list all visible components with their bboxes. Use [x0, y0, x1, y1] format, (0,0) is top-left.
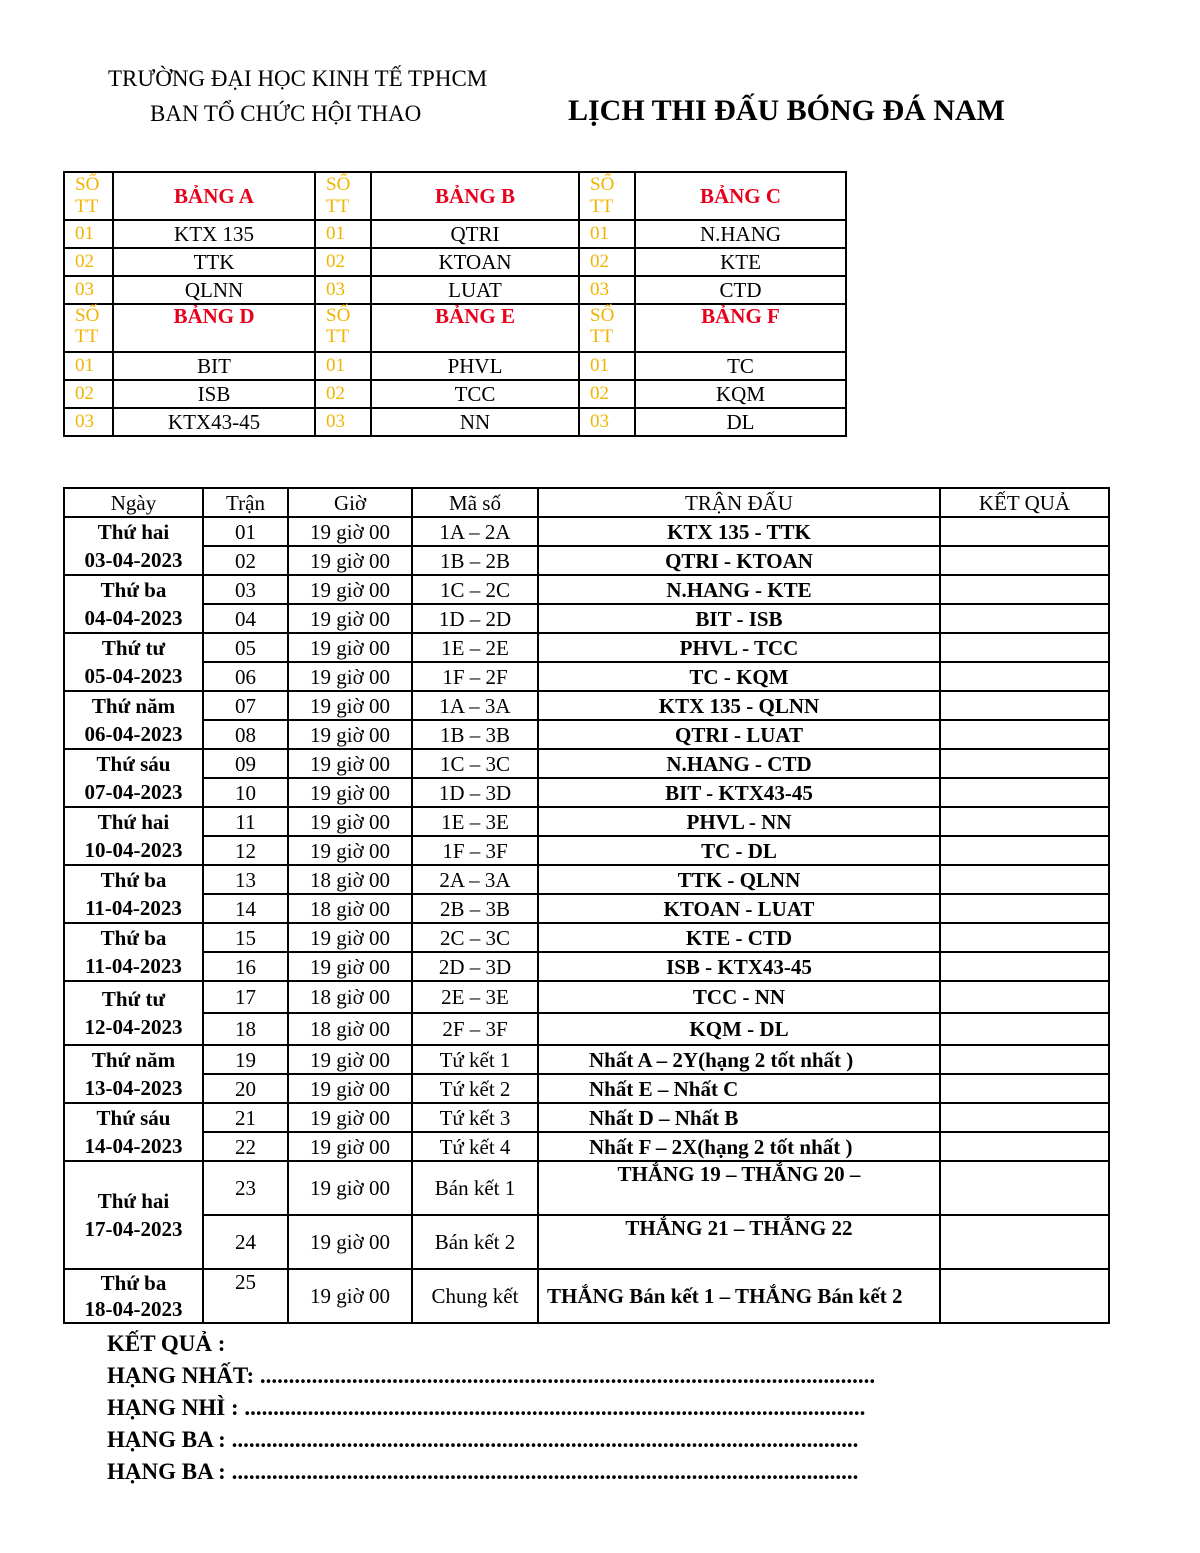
- match-code: Bán kết 2: [412, 1215, 538, 1269]
- group-team-row: [64, 352, 846, 380]
- match-result: [940, 1074, 1109, 1103]
- match-teams: ISB - KTX43-45: [538, 952, 940, 981]
- school-name: TRƯỜNG ĐẠI HỌC KINH TẾ TPHCM: [108, 66, 488, 91]
- group-team-row: [64, 220, 846, 248]
- team-number: 03: [315, 276, 371, 304]
- day-name: Thứ ba: [100, 926, 167, 950]
- column-header: Giờ: [288, 488, 412, 517]
- match-result: [940, 1045, 1109, 1074]
- table-row: [64, 1013, 1109, 1045]
- match-time: 19 giờ 00: [288, 546, 412, 575]
- results-section: [107, 1328, 1007, 1488]
- column-header: Ngày: [64, 488, 203, 517]
- column-header: TRẬN ĐẤU: [538, 488, 940, 517]
- groups-header-row: [64, 304, 846, 352]
- match-teams: PHVL - TCC: [538, 633, 940, 662]
- match-time: 19 giờ 00: [288, 575, 412, 604]
- match-teams: N.HANG - KTE: [538, 575, 940, 604]
- stt-label: SỐ TT: [315, 172, 371, 220]
- team-name: ISB: [113, 380, 315, 408]
- team-name: LUAT: [371, 276, 579, 304]
- day-date: 10-04-2023: [84, 838, 183, 862]
- match-code: 2A – 3A: [412, 865, 538, 894]
- match-time: 19 giờ 00: [288, 1269, 412, 1323]
- team-name: KQM: [635, 380, 846, 408]
- result-line-third: HẠNG BA : .............................................................................................................: [107, 1427, 859, 1452]
- match-teams: KTE - CTD: [538, 923, 940, 952]
- table-row: [64, 633, 1109, 662]
- schedule-header-row: [64, 488, 1109, 517]
- day-date: 04-04-2023: [84, 606, 183, 630]
- group-name: BẢNG F: [635, 304, 846, 352]
- team-name: TC: [635, 352, 846, 380]
- match-result: [940, 778, 1109, 807]
- match-teams: BIT - ISB: [538, 604, 940, 633]
- table-row: [64, 720, 1109, 749]
- team-name: TCC: [371, 380, 579, 408]
- match-teams: TC - KQM: [538, 662, 940, 691]
- match-teams: Nhất E – Nhất C: [538, 1074, 940, 1103]
- match-teams: PHVL - NN: [538, 807, 940, 836]
- day-name: Thứ ba: [100, 868, 167, 892]
- match-time: 19 giờ 00: [288, 604, 412, 633]
- match-number: 17: [203, 981, 288, 1013]
- match-number: 05: [203, 633, 288, 662]
- match-code: 1A – 3A: [412, 691, 538, 720]
- match-code: 1E – 2E: [412, 633, 538, 662]
- team-number: 02: [64, 380, 113, 408]
- match-result: [940, 1013, 1109, 1045]
- table-row: [64, 691, 1109, 720]
- match-time: 19 giờ 00: [288, 1132, 412, 1161]
- schedule-table: [63, 487, 1110, 1324]
- team-name: TTK: [113, 248, 315, 276]
- match-time: 19 giờ 00: [288, 662, 412, 691]
- team-number: 01: [315, 352, 371, 380]
- day-name: Thứ năm: [91, 1048, 176, 1072]
- match-time: 18 giờ 00: [288, 894, 412, 923]
- table-row: [64, 923, 1109, 952]
- match-day: [64, 749, 203, 807]
- team-number: 02: [315, 248, 371, 276]
- table-row: [64, 517, 1109, 546]
- table-row: [64, 981, 1109, 1013]
- match-result: [940, 633, 1109, 662]
- match-teams: QTRI - KTOAN: [538, 546, 940, 575]
- team-name: CTD: [635, 276, 846, 304]
- table-row: [64, 1215, 1109, 1269]
- match-number: 01: [203, 517, 288, 546]
- match-code: 1F – 2F: [412, 662, 538, 691]
- match-day: [64, 1103, 203, 1161]
- team-name: N.HANG: [635, 220, 846, 248]
- day-name: Thứ tư: [101, 636, 166, 660]
- table-row: [64, 1269, 1109, 1323]
- match-code: Tứ kết 2: [412, 1074, 538, 1103]
- group-team-row: [64, 408, 846, 436]
- match-code: 1E – 3E: [412, 807, 538, 836]
- match-day: [64, 517, 203, 575]
- match-number: 25: [203, 1269, 288, 1323]
- day-date: 17-04-2023: [84, 1217, 183, 1241]
- group-team-row: [64, 380, 846, 408]
- match-code: 2D – 3D: [412, 952, 538, 981]
- group-name: BẢNG E: [371, 304, 579, 352]
- day-name: Thứ hai: [97, 810, 170, 834]
- results-title: KẾT QUẢ :: [107, 1331, 226, 1356]
- match-day: [64, 633, 203, 691]
- match-number: 23: [203, 1161, 288, 1215]
- match-number: 15: [203, 923, 288, 952]
- table-row: [64, 662, 1109, 691]
- match-number: 22: [203, 1132, 288, 1161]
- match-number: 04: [203, 604, 288, 633]
- match-day: [64, 1269, 203, 1323]
- column-header: Trận: [203, 488, 288, 517]
- match-time: 19 giờ 00: [288, 633, 412, 662]
- match-number: 08: [203, 720, 288, 749]
- match-result: [940, 546, 1109, 575]
- day-name: Thứ sáu: [96, 752, 171, 776]
- match-code: 1B – 2B: [412, 546, 538, 575]
- match-day: [64, 865, 203, 923]
- match-teams: KTX 135 - TTK: [538, 517, 940, 546]
- match-number: 06: [203, 662, 288, 691]
- match-day: [64, 1045, 203, 1103]
- team-name: PHVL: [371, 352, 579, 380]
- match-day: [64, 981, 203, 1045]
- match-code: 1D – 2D: [412, 604, 538, 633]
- match-time: 19 giờ 00: [288, 807, 412, 836]
- match-number: 19: [203, 1045, 288, 1074]
- match-code: 1C – 3C: [412, 749, 538, 778]
- match-number: 16: [203, 952, 288, 981]
- match-code: Tứ kết 4: [412, 1132, 538, 1161]
- team-number: 01: [579, 352, 635, 380]
- group-name: BẢNG B: [371, 172, 579, 220]
- team-name: QTRI: [371, 220, 579, 248]
- match-teams: THẮNG 19 – THẮNG 20 –: [538, 1161, 940, 1215]
- table-row: [64, 836, 1109, 865]
- match-result: [940, 575, 1109, 604]
- match-number: 02: [203, 546, 288, 575]
- team-name: KTX 135: [113, 220, 315, 248]
- match-time: 19 giờ 00: [288, 952, 412, 981]
- match-teams: TCC - NN: [538, 981, 940, 1013]
- match-time: 19 giờ 00: [288, 836, 412, 865]
- stt-label: SỐ TT: [315, 304, 371, 352]
- table-row: [64, 546, 1109, 575]
- match-time: 19 giờ 00: [288, 691, 412, 720]
- match-time: 19 giờ 00: [288, 778, 412, 807]
- match-result: [940, 1132, 1109, 1161]
- match-time: 19 giờ 00: [288, 1074, 412, 1103]
- day-name: Thứ sáu: [96, 1106, 171, 1130]
- match-code: Chung kết: [412, 1269, 538, 1323]
- result-line-second: HẠNG NHÌ : ............................................................................................................: [107, 1395, 866, 1420]
- match-result: [940, 662, 1109, 691]
- team-number: 01: [64, 220, 113, 248]
- match-day: [64, 1161, 203, 1269]
- match-day: [64, 691, 203, 749]
- day-date: 07-04-2023: [84, 780, 183, 804]
- match-code: 2E – 3E: [412, 981, 538, 1013]
- day-date: 03-04-2023: [84, 548, 183, 572]
- match-result: [940, 1161, 1109, 1215]
- match-number: 10: [203, 778, 288, 807]
- team-number: 01: [315, 220, 371, 248]
- match-number: 11: [203, 807, 288, 836]
- table-row: [64, 1045, 1109, 1074]
- match-number: 24: [203, 1215, 288, 1269]
- result-line-first: HẠNG NHẤT: ...........................................................................................................: [107, 1363, 876, 1388]
- match-code: 1D – 3D: [412, 778, 538, 807]
- team-number: 03: [64, 276, 113, 304]
- day-name: Thứ năm: [91, 694, 176, 718]
- match-time: 18 giờ 00: [288, 981, 412, 1013]
- match-time: 19 giờ 00: [288, 1161, 412, 1215]
- table-row: [64, 604, 1109, 633]
- match-number: 12: [203, 836, 288, 865]
- day-date: 12-04-2023: [84, 1015, 183, 1039]
- table-row: [64, 1103, 1109, 1132]
- table-row: [64, 952, 1109, 981]
- match-result: [940, 1215, 1109, 1269]
- match-teams: TC - DL: [538, 836, 940, 865]
- match-result: [940, 691, 1109, 720]
- match-number: 18: [203, 1013, 288, 1045]
- team-number: 03: [64, 408, 113, 436]
- day-name: Thứ ba: [100, 1271, 167, 1295]
- match-result: [940, 517, 1109, 546]
- day-name: Thứ hai: [97, 520, 170, 544]
- match-day: [64, 923, 203, 981]
- team-name: BIT: [113, 352, 315, 380]
- group-name: BẢNG C: [635, 172, 846, 220]
- team-number: 02: [64, 248, 113, 276]
- column-header: KẾT QUẢ: [940, 488, 1109, 517]
- match-time: 19 giờ 00: [288, 1103, 412, 1132]
- match-code: Tứ kết 3: [412, 1103, 538, 1132]
- day-date: 13-04-2023: [84, 1076, 183, 1100]
- team-name: QLNN: [113, 276, 315, 304]
- group-team-row: [64, 248, 846, 276]
- match-code: 2C – 3C: [412, 923, 538, 952]
- match-result: [940, 894, 1109, 923]
- match-day: [64, 807, 203, 865]
- column-header: Mã số: [412, 488, 538, 517]
- groups-table: [63, 171, 847, 437]
- match-number: 03: [203, 575, 288, 604]
- group-team-row: [64, 276, 846, 304]
- team-number: 01: [579, 220, 635, 248]
- match-time: 19 giờ 00: [288, 720, 412, 749]
- match-teams: Nhất A – 2Y(hạng 2 tốt nhất ): [538, 1045, 940, 1074]
- day-name: Thứ tư: [101, 987, 166, 1011]
- match-teams: THẮNG Bán kết 1 – THẮNG Bán kết 2: [538, 1269, 940, 1323]
- match-result: [940, 720, 1109, 749]
- match-number: 20: [203, 1074, 288, 1103]
- match-result: [940, 1269, 1109, 1323]
- day-date: 14-04-2023: [84, 1134, 183, 1158]
- group-name: BẢNG D: [113, 304, 315, 352]
- table-row: [64, 778, 1109, 807]
- stt-label: SỐ TT: [64, 172, 113, 220]
- page-title: LỊCH THI ĐẤU BÓNG ĐÁ NAM: [568, 94, 1005, 127]
- match-result: [940, 836, 1109, 865]
- team-name: KTOAN: [371, 248, 579, 276]
- stt-label: SỐ TT: [64, 304, 113, 352]
- team-number: 03: [579, 408, 635, 436]
- match-code: 2B – 3B: [412, 894, 538, 923]
- match-teams: BIT - KTX43-45: [538, 778, 940, 807]
- team-number: 02: [579, 248, 635, 276]
- group-name: BẢNG A: [113, 172, 315, 220]
- team-number: 02: [579, 380, 635, 408]
- match-result: [940, 923, 1109, 952]
- match-result: [940, 865, 1109, 894]
- team-number: 02: [315, 380, 371, 408]
- match-teams: KTOAN - LUAT: [538, 894, 940, 923]
- match-teams: KTX 135 - QLNN: [538, 691, 940, 720]
- table-row: [64, 1161, 1109, 1215]
- table-row: [64, 575, 1109, 604]
- team-name: KTX43-45: [113, 408, 315, 436]
- match-number: 07: [203, 691, 288, 720]
- match-number: 13: [203, 865, 288, 894]
- match-teams: Nhất D – Nhất B: [538, 1103, 940, 1132]
- table-row: [64, 865, 1109, 894]
- match-code: 1A – 2A: [412, 517, 538, 546]
- team-number: 03: [315, 408, 371, 436]
- team-number: 01: [64, 352, 113, 380]
- organizer-name: BAN TỔ CHỨC HỘI THAO: [150, 101, 422, 126]
- match-teams: THẮNG 21 – THẮNG 22: [538, 1215, 940, 1269]
- table-row: [64, 749, 1109, 778]
- match-result: [940, 604, 1109, 633]
- match-result: [940, 981, 1109, 1013]
- match-teams: TTK - QLNN: [538, 865, 940, 894]
- match-teams: KQM - DL: [538, 1013, 940, 1045]
- match-code: 1F – 3F: [412, 836, 538, 865]
- match-code: 2F – 3F: [412, 1013, 538, 1045]
- match-number: 14: [203, 894, 288, 923]
- stt-label: SỐ TT: [579, 172, 635, 220]
- match-time: 19 giờ 00: [288, 749, 412, 778]
- groups-header-row: [64, 172, 846, 220]
- table-row: [64, 894, 1109, 923]
- match-time: 19 giờ 00: [288, 517, 412, 546]
- day-date: 18-04-2023: [84, 1297, 183, 1321]
- match-time: 18 giờ 00: [288, 865, 412, 894]
- match-time: 19 giờ 00: [288, 923, 412, 952]
- team-number: 03: [579, 276, 635, 304]
- table-row: [64, 1074, 1109, 1103]
- table-row: [64, 807, 1109, 836]
- stt-label: SỐ TT: [579, 304, 635, 352]
- team-name: NN: [371, 408, 579, 436]
- match-time: 18 giờ 00: [288, 1013, 412, 1045]
- day-date: 05-04-2023: [84, 664, 183, 688]
- match-code: 1C – 2C: [412, 575, 538, 604]
- day-name: Thứ hai: [97, 1189, 170, 1213]
- match-code: Tứ kết 1: [412, 1045, 538, 1074]
- team-name: DL: [635, 408, 846, 436]
- day-name: Thứ ba: [100, 578, 167, 602]
- match-code: Bán kết 1: [412, 1161, 538, 1215]
- match-teams: Nhất F – 2X(hạng 2 tốt nhất ): [538, 1132, 940, 1161]
- match-result: [940, 1103, 1109, 1132]
- match-result: [940, 952, 1109, 981]
- team-name: KTE: [635, 248, 846, 276]
- match-time: 19 giờ 00: [288, 1215, 412, 1269]
- match-number: 09: [203, 749, 288, 778]
- match-result: [940, 807, 1109, 836]
- result-line-third-2: HẠNG BA : .............................................................................................................: [107, 1459, 859, 1484]
- match-result: [940, 749, 1109, 778]
- match-teams: QTRI - LUAT: [538, 720, 940, 749]
- day-date: 06-04-2023: [84, 722, 183, 746]
- match-day: [64, 575, 203, 633]
- match-code: 1B – 3B: [412, 720, 538, 749]
- match-time: 19 giờ 00: [288, 1045, 412, 1074]
- day-date: 11-04-2023: [85, 896, 182, 920]
- match-teams: N.HANG - CTD: [538, 749, 940, 778]
- table-row: [64, 1132, 1109, 1161]
- day-date: 11-04-2023: [85, 954, 182, 978]
- match-number: 21: [203, 1103, 288, 1132]
